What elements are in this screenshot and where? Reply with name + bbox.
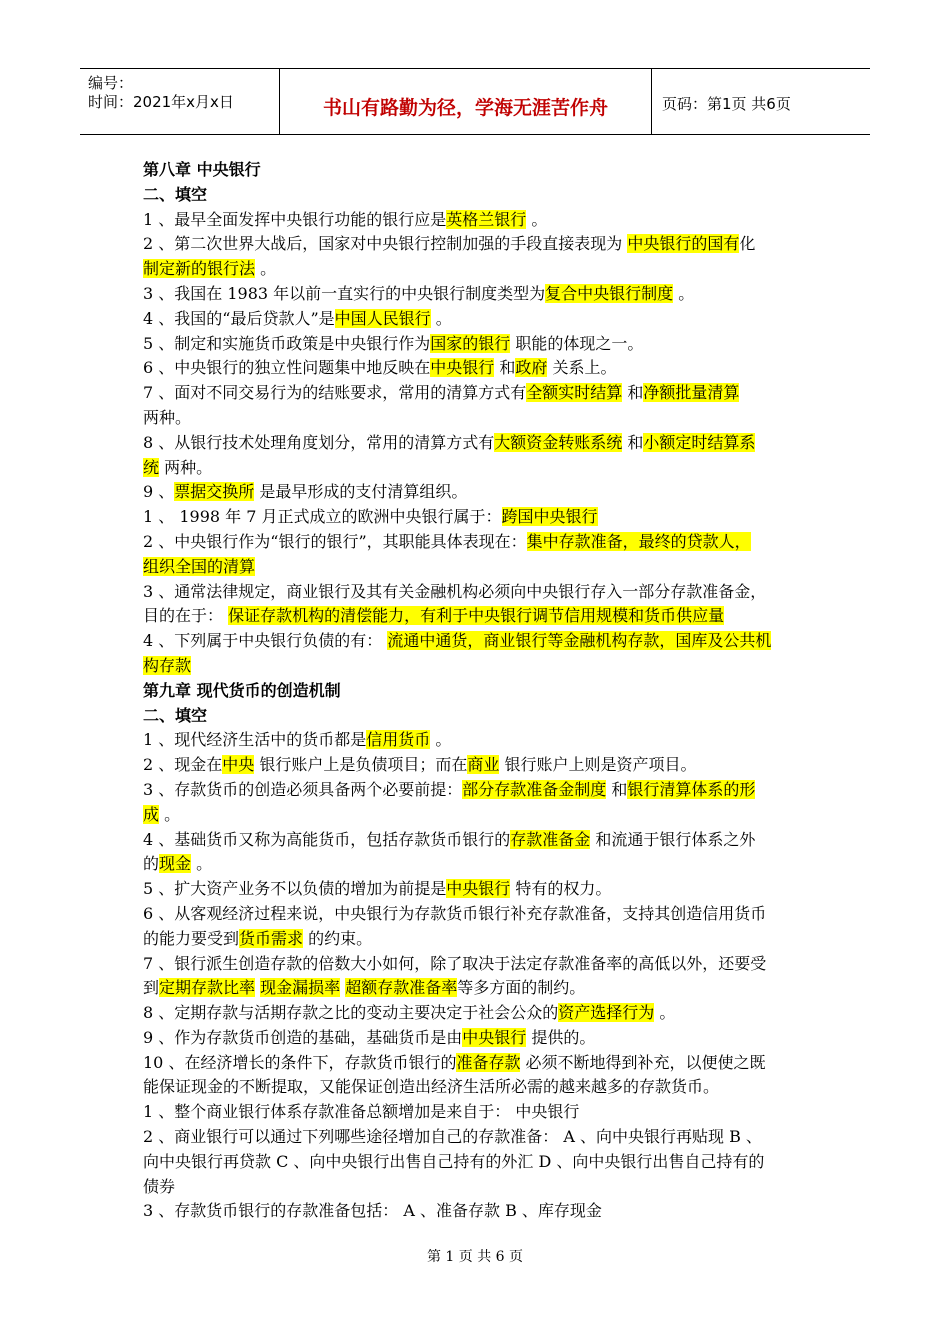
text-line <box>143 1125 808 1150</box>
text-line <box>143 654 808 679</box>
text-line <box>143 406 808 431</box>
text-line <box>143 828 808 853</box>
highlighted-answer: 成 <box>143 804 160 824</box>
text-line <box>143 1100 808 1125</box>
highlighted-answer: 保证存款机构的清偿能力，有利于中央银行调节信用规模和货币供应量 <box>228 606 725 626</box>
text-span: 和流通于银行体系之外 <box>590 829 756 849</box>
header-center-cell <box>280 69 652 134</box>
highlighted-answer: 政府 <box>515 358 548 378</box>
text-span: 提供的。 <box>526 1027 596 1047</box>
text-line <box>143 257 808 282</box>
highlighted-answer: 中国人民银行 <box>334 308 431 328</box>
text-line <box>143 852 808 877</box>
text-line <box>143 803 808 828</box>
date-label: 时间：2021年x月x日 <box>88 93 234 111</box>
highlighted-answer: 中央银行 <box>462 1027 527 1047</box>
highlighted-answer: 英格兰银行 <box>446 209 527 229</box>
text-span: 1 、整个商业银行体系存款准备总额增加是来自于： 中央银行 <box>143 1102 580 1122</box>
highlighted-answer: 现金 <box>159 854 192 874</box>
text-line <box>143 604 808 629</box>
text-span: 和 <box>494 358 516 378</box>
text-line <box>143 431 808 456</box>
highlighted-answer: 中央银行的国有 <box>627 234 740 254</box>
highlighted-answer: 国家的银行 <box>430 333 511 353</box>
text-span: 8 、定期存款与活期存款之比的变动主要决定于社会公众的 <box>143 1003 559 1023</box>
text-line <box>143 1026 808 1051</box>
highlighted-answer: 制定新的银行法 <box>143 259 256 279</box>
text-span: 和 <box>622 432 644 452</box>
text-line <box>143 356 808 381</box>
text-line <box>143 753 808 778</box>
highlighted-answer: 信用货币 <box>366 730 431 750</box>
highlighted-answer: 构存款 <box>143 655 192 675</box>
highlighted-answer: 大额资金转账系统 <box>494 432 623 452</box>
text-span: 向中央银行再贷款 C 、向中央银行出售自己持有的外汇 D 、向中央银行出售自己持有的 <box>143 1151 765 1171</box>
text-line <box>143 332 808 357</box>
text-span: 。 <box>526 209 548 229</box>
text-span: 9 、 <box>143 482 175 502</box>
text-span: 4 、下列属于中央银行负债的有： <box>143 631 388 651</box>
text-line <box>143 728 808 753</box>
text-span: 9 、作为存款货币创造的基础，基础货币是由 <box>143 1027 463 1047</box>
page-footer: 第 1 页 共 6 页 <box>426 1249 524 1265</box>
text-line <box>143 1199 808 1224</box>
text-span: 的约束。 <box>303 928 373 948</box>
text-line <box>143 555 808 580</box>
highlighted-answer: 银行清算体系的形 <box>627 779 756 799</box>
text-span: 二、填空 <box>143 184 208 204</box>
text-span: 2 、现金在 <box>143 755 223 775</box>
text-span: 6 、中央银行的独立性问题集中地反映在 <box>143 358 431 378</box>
text-span: 5 、制定和实施货币政策是中央银行作为 <box>143 333 431 353</box>
text-span: 。 <box>255 259 277 279</box>
text-span: 债券 <box>143 1176 176 1196</box>
text-span: 3 、通常法律规定，商业银行及其有关金融机构必须向中央银行存入一部分存款准备金， <box>143 581 767 601</box>
text-span: 第八章 中央银行 <box>143 160 261 179</box>
text-line <box>143 952 808 977</box>
text-span: 两种。 <box>143 407 192 427</box>
document-body <box>143 158 808 1224</box>
text-span: 和 <box>606 779 628 799</box>
text-line <box>143 232 808 257</box>
text-line <box>143 208 808 233</box>
text-span: 二、填空 <box>143 705 208 725</box>
text-span: 两种。 <box>159 457 213 477</box>
text-span: 2 、中央银行作为“银行的银行”，其职能具体表现在： <box>143 531 527 551</box>
text-span: 4 、我国的“最后贷款人”是 <box>143 308 335 328</box>
section-heading <box>143 704 808 729</box>
highlighted-answer: 票据交换所 <box>174 482 255 502</box>
text-span: 1 、最早全面发挥中央银行功能的银行应是 <box>143 209 447 229</box>
highlighted-answer: 商业 <box>467 755 500 775</box>
highlighted-answer: 集中存款准备，最终的贷款人， <box>526 531 751 551</box>
highlighted-answer: 中央银行 <box>446 879 511 899</box>
text-span: 7 、银行派生创造存款的倍数大小如何，除了取决于法定存款准备率的高低以外，还要受 <box>143 953 767 973</box>
header-right-cell <box>652 69 870 134</box>
text-span: 。 <box>191 854 213 874</box>
text-span: 2 、商业银行可以通过下列哪些途径增加自己的存款准备： A 、向中央银行再贴现 B 、 <box>143 1127 762 1147</box>
highlighted-answer: 组织全国的清算 <box>143 556 256 576</box>
highlighted-answer: 中央银行 <box>430 358 495 378</box>
highlighted-answer: 定期存款比率 <box>159 978 256 998</box>
text-line <box>143 580 808 605</box>
text-line <box>143 778 808 803</box>
text-span: 关系上。 <box>547 358 617 378</box>
section-heading <box>143 183 808 208</box>
text-span: 3 、存款货币的创造必须具备两个必要前提： <box>143 779 463 799</box>
text-span: 1 、 1998 年 7 月正式成立的欧洲中央银行属于： <box>143 507 502 527</box>
text-span: 7 、面对不同交易行为的结账要求，常用的清算方式有 <box>143 383 527 403</box>
text-span: 化 <box>739 234 756 254</box>
text-line <box>143 456 808 481</box>
document-number-label: 编号： <box>88 74 134 92</box>
text-span: 4 、基础货币又称为高能货币，包括存款货币银行的 <box>143 829 511 849</box>
text-span: 8 、从银行技术处理角度划分，常用的清算方式有 <box>143 432 495 452</box>
text-line <box>143 282 808 307</box>
text-span: 3 、我国在 1983 年以前一直实行的中央银行制度类型为 <box>143 283 546 303</box>
highlighted-answer: 存款准备金 <box>510 829 591 849</box>
highlighted-answer: 资产选择行为 <box>558 1003 655 1023</box>
highlighted-answer: 现金漏损率 <box>260 978 341 998</box>
text-span: 目的在于： <box>143 606 229 626</box>
text-span: 职能的体现之一。 <box>510 333 644 353</box>
text-span: 6 、从客观经济过程来说，中央银行为存款货币银行补充存款准备，支持其创造信用货币 <box>143 903 767 923</box>
text-span: 3 、存款货币银行的存款准备包括： A 、准备存款 B 、库存现金 <box>143 1201 602 1221</box>
text-span: 是最早形成的支付清算组织。 <box>254 482 468 502</box>
text-span: 。 <box>159 804 181 824</box>
text-span: 特有的权力。 <box>510 879 612 899</box>
text-line <box>143 1175 808 1200</box>
section-heading <box>143 158 808 183</box>
text-line <box>143 976 808 1001</box>
highlighted-answer: 小额定时结算系 <box>643 432 756 452</box>
text-span: 。 <box>430 730 452 750</box>
motto: 书山有路勤为径，学海无涯苦作舟 <box>322 97 608 119</box>
highlighted-answer: 准备存款 <box>456 1052 521 1072</box>
text-line <box>143 1051 808 1076</box>
text-line <box>143 381 808 406</box>
text-span: 第九章 现代货币的创造机制 <box>143 680 341 700</box>
text-span: 10 、在经济增长的条件下，存款货币银行的 <box>143 1052 457 1072</box>
text-span: 。 <box>430 308 452 328</box>
text-span: 。 <box>654 1003 676 1023</box>
highlighted-answer: 净额批量清算 <box>643 383 740 403</box>
text-span: 5 、扩大资产业务不以负债的增加为前提是 <box>143 879 447 899</box>
text-line <box>143 1075 808 1100</box>
text-line <box>143 629 808 654</box>
text-span: 2 、第二次世界大战后，国家对中央银行控制加强的手段直接表现为 <box>143 234 628 254</box>
text-span: 银行账户上是负债项目；而在 <box>254 755 468 775</box>
highlighted-answer: 货币需求 <box>239 928 304 948</box>
highlighted-answer: 部分存款准备金制度 <box>462 779 607 799</box>
highlighted-answer: 复合中央银行制度 <box>545 283 674 303</box>
text-line <box>143 530 808 555</box>
text-line <box>143 1001 808 1026</box>
page-header <box>80 68 870 135</box>
text-span: 和 <box>622 383 644 403</box>
highlighted-answer: 全额实时结算 <box>526 383 623 403</box>
page-number-info: 页码：第1页 共6页 <box>662 95 791 113</box>
text-line <box>143 927 808 952</box>
highlighted-answer: 超额存款准备率 <box>345 978 458 998</box>
text-line <box>143 1150 808 1175</box>
text-line <box>143 505 808 530</box>
text-line <box>143 902 808 927</box>
highlighted-answer: 统 <box>143 457 160 477</box>
highlighted-answer: 中央 <box>222 755 255 775</box>
text-span: 。 <box>673 283 695 303</box>
text-span: 等多方面的制约。 <box>457 978 586 998</box>
header-left-cell <box>80 69 280 134</box>
text-line <box>143 877 808 902</box>
highlighted-answer: 跨国中央银行 <box>501 507 598 527</box>
text-span: 能保证现金的不断提取，又能保证创造出经济生活所必需的越来越多的存款货币。 <box>143 1077 720 1097</box>
highlighted-answer: 流通中通货，商业银行等金融机构存款，国库及公共机 <box>387 631 772 651</box>
text-line <box>143 480 808 505</box>
text-line <box>143 307 808 332</box>
text-span: 1 、现代经济生活中的货币都是 <box>143 730 367 750</box>
text-span: 到 <box>143 978 160 998</box>
text-span: 银行账户上则是资产项目。 <box>499 755 697 775</box>
text-span: 必须不断地得到补充，以便使之既 <box>520 1052 766 1072</box>
text-span: 的能力要受到 <box>143 928 240 948</box>
text-span: 的 <box>143 854 160 874</box>
section-heading <box>143 679 808 704</box>
